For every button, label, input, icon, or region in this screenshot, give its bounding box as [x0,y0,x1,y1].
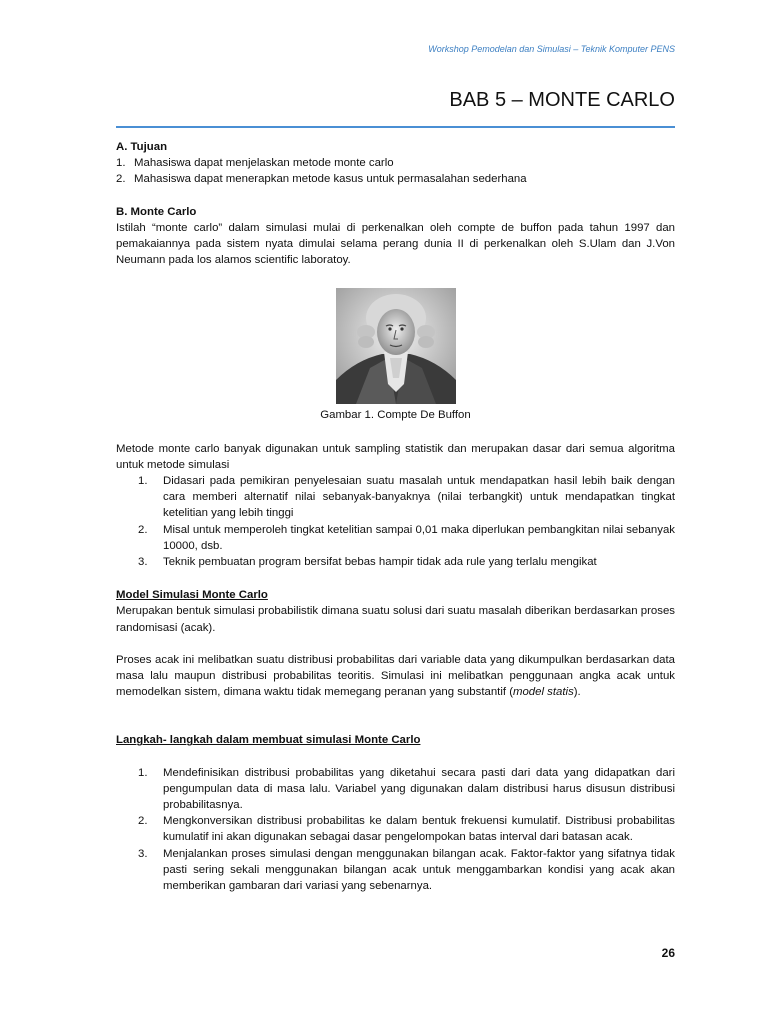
section-b-heading: B. Monte Carlo [116,205,197,218]
model-paragraph-1: Merupakan bentuk simulasi probabilistik dimana suatu solusi dari suatu masalah diberikan berdasarkan proses randomisasi (acak). [116,605,675,634]
monte-carlo-paragraph: Istilah “monte carlo” dalam simulasi mulai di perkenalkan oleh compte de buffon pada tahun 1997 dan pemakaiannya pada sistem nyata dimulai selama perang dunia II di perkenalkan oleh S.Ulam dan J.Von Neumann pada los alamos scientific laboratoy. [116,221,675,267]
figure-caption: Gambar 1. Compte De Buffon [320,409,471,422]
list-item: 1. Mahasiswa dapat menjelaskan metode monte carlo [116,157,394,170]
title-divider [116,126,675,128]
list-item: 1. Didasari pada pemikiran penyelesaian suatu masalah untuk mendapatkan hasil lebih baik dengan cara memberi alternatif nilai sebanyak-banyaknya (nilai terbangkit) untuk mendapatkan tingkat ketelitian yang lebih tinggi [138,475,675,520]
list-item: 1. Mendefinisikan distribusi probabilitas yang diketahui secara pasti dari data yang didapatkan dari pengumpulan data di masa lalu. Variabel yang digunakan dalam distribusi harus disusun distribusi probabilitasnya. [138,766,675,812]
list-item: 2. Misal untuk memperoleh tingkat ketelitian sampai 0,01 maka diperlukan pembangkitan nilai sebanyak 10000, dsb. [138,523,675,552]
chapter-title: BAB 5 – MONTE CARLO [449,89,675,111]
page-number: 26 [661,946,675,960]
model-heading: Model Simulasi Monte Carlo [116,589,268,602]
objectives-list [116,155,675,187]
section-a-heading: A. Tujuan [116,141,168,153]
steps-list [116,765,675,895]
page-content [116,139,675,894]
methods-intro: Metode monte carlo banyak digunakan untuk sampling statistik dan merupakan dasar dari semua algoritma untuk metode simulasi [116,442,675,471]
portrait-image [336,288,456,404]
model-paragraph-2: Proses acak ini melibatkan suatu distribusi probabilitas dari variable data yang dikumpulkan berdasarkan data masa lalu maupun distribusi probabilitas teoritis. Simulasi ini melibatkan penggunaan angka acak untuk memodelkan sistem, dimana waktu tidak memegang peranan yang substantif (model statis). [116,653,675,699]
methods-list [116,473,675,570]
list-item: 2. Mahasiswa dapat menerapkan metode kasus untuk permasalahan sederhana [116,173,527,186]
list-item: 3. Menjalankan proses simulasi dengan menggunakan bilangan acak. Faktor-faktor yang sifatnya tidak pasti sering sekali menggunakan bilangan acak untuk menggambarkan kondisi yang acak akan memberikan gambaran dari variasi yang sebenarnya. [138,847,675,893]
steps-heading: Langkah- langkah dalam membuat simulasi Monte Carlo [116,734,421,747]
document-page [116,0,675,1024]
list-item: 2. Mengkonversikan distribusi probabilitas ke dalam bentuk frekuensi kumulatif. Distribusi probabilitas kumulatif ini akan digunakan sebagai dasar pengelompokan batas interval dari batasan acak. [138,815,675,844]
running-header: Workshop Pemodelan dan Simulasi – Teknik Komputer PENS [428,44,675,54]
figure [116,288,675,423]
list-item: 3. Teknik pembuatan program bersifat bebas hampir tidak ada rule yang terlalu mengikat [138,556,597,569]
